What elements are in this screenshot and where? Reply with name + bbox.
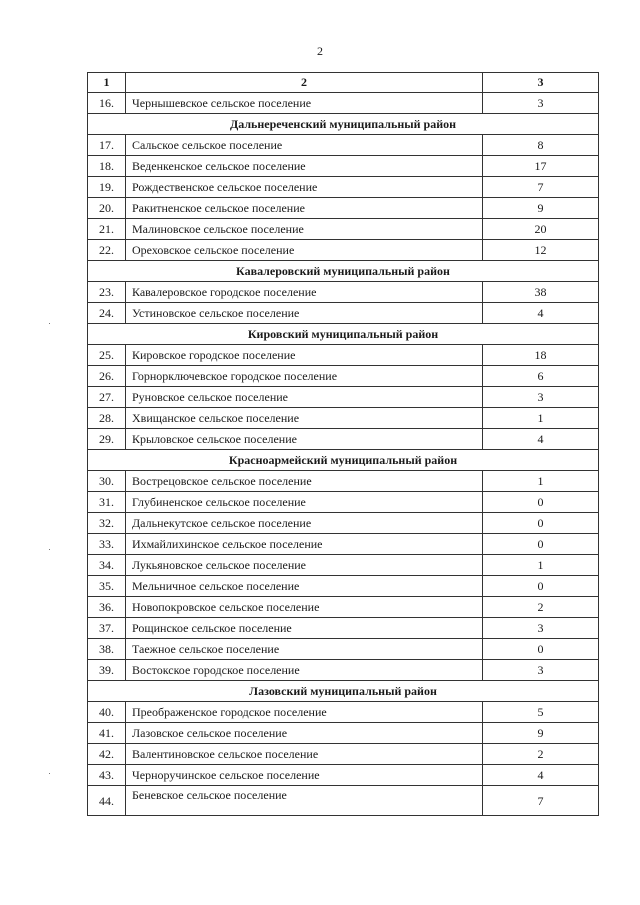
table-row (88, 786, 599, 816)
margin-mark (49, 549, 50, 550)
table-row (88, 492, 599, 513)
row-value: 3 (483, 93, 599, 114)
row-number: 34. (88, 555, 126, 576)
settlement-name: Ракитненское сельское поселение (126, 198, 483, 219)
settlement-name: Новопокровское сельское поселение (126, 597, 483, 618)
settlement-name: Черноручинское сельское поселение (126, 765, 483, 786)
row-number: 41. (88, 723, 126, 744)
table-body (88, 73, 599, 816)
row-number: 22. (88, 240, 126, 261)
row-number: 19. (88, 177, 126, 198)
row-number: 29. (88, 429, 126, 450)
row-number: 21. (88, 219, 126, 240)
settlement-name: Таежное сельское поселение (126, 639, 483, 660)
row-number: 27. (88, 387, 126, 408)
table-row (88, 660, 599, 681)
row-value: 4 (483, 303, 599, 324)
district-title: Лазовский муниципальный район (88, 681, 599, 702)
table-row (88, 408, 599, 429)
table-row (88, 219, 599, 240)
table-header-row (88, 73, 599, 93)
row-value: 0 (483, 492, 599, 513)
row-number: 28. (88, 408, 126, 429)
settlements-table (87, 72, 599, 816)
margin-mark (49, 323, 50, 324)
row-value: 9 (483, 723, 599, 744)
row-number: 39. (88, 660, 126, 681)
row-value: 0 (483, 534, 599, 555)
row-number: 37. (88, 618, 126, 639)
table-row (88, 429, 599, 450)
table-row (88, 513, 599, 534)
settlement-name: Мельничное сельское поселение (126, 576, 483, 597)
district-row (88, 450, 599, 471)
row-value: 5 (483, 702, 599, 723)
row-value: 0 (483, 576, 599, 597)
settlement-name: Лазовское сельское поселение (126, 723, 483, 744)
row-value: 0 (483, 639, 599, 660)
row-number: 30. (88, 471, 126, 492)
district-title: Кировский муниципальный район (88, 324, 599, 345)
district-row (88, 261, 599, 282)
row-number: 36. (88, 597, 126, 618)
table-row (88, 576, 599, 597)
row-number: 35. (88, 576, 126, 597)
table-row (88, 156, 599, 177)
settlement-name: Устиновское сельское поселение (126, 303, 483, 324)
row-number: 31. (88, 492, 126, 513)
table-row (88, 93, 599, 114)
table-row (88, 555, 599, 576)
column-header-name: 2 (126, 73, 483, 93)
row-value: 1 (483, 408, 599, 429)
column-header-number: 1 (88, 73, 126, 93)
row-value: 38 (483, 282, 599, 303)
row-value: 3 (483, 660, 599, 681)
settlement-name: Ореховское сельское поселение (126, 240, 483, 261)
page-number: 2 (317, 44, 323, 58)
row-number: 20. (88, 198, 126, 219)
row-number: 38. (88, 639, 126, 660)
row-number: 26. (88, 366, 126, 387)
table-row (88, 177, 599, 198)
settlement-name: Валентиновское сельское поселение (126, 744, 483, 765)
row-value: 8 (483, 135, 599, 156)
settlement-name: Сальское сельское поселение (126, 135, 483, 156)
row-number: 33. (88, 534, 126, 555)
row-value: 2 (483, 597, 599, 618)
settlement-name: Малиновское сельское поселение (126, 219, 483, 240)
settlement-name: Дальнекутское сельское поселение (126, 513, 483, 534)
table-row (88, 345, 599, 366)
row-value: 1 (483, 555, 599, 576)
row-number: 23. (88, 282, 126, 303)
settlement-name: Руновское сельское поселение (126, 387, 483, 408)
district-title: Дальнереченский муниципальный район (88, 114, 599, 135)
settlement-name: Крыловское сельское поселение (126, 429, 483, 450)
table-row (88, 135, 599, 156)
settlement-name: Рождественское сельское поселение (126, 177, 483, 198)
row-value: 20 (483, 219, 599, 240)
row-number: 43. (88, 765, 126, 786)
column-header-value: 3 (483, 73, 599, 93)
row-value: 17 (483, 156, 599, 177)
row-value: 18 (483, 345, 599, 366)
district-title: Красноармейский муниципальный район (88, 450, 599, 471)
district-row (88, 114, 599, 135)
table-row (88, 534, 599, 555)
row-value: 7 (483, 177, 599, 198)
table-row (88, 597, 599, 618)
settlement-name: Горнорключевское городское поселение (126, 366, 483, 387)
settlement-name: Преображенское городское поселение (126, 702, 483, 723)
table-row (88, 639, 599, 660)
district-row (88, 324, 599, 345)
settlement-name: Ихмайлихинское сельское поселение (126, 534, 483, 555)
table-row (88, 366, 599, 387)
table-row (88, 282, 599, 303)
settlement-name: Кавалеровское городское поселение (126, 282, 483, 303)
settlement-name: Глубиненское сельское поселение (126, 492, 483, 513)
table-row (88, 303, 599, 324)
row-value: 2 (483, 744, 599, 765)
table-row (88, 723, 599, 744)
settlement-name: Чернышевское сельское поселение (126, 93, 483, 114)
row-value: 7 (483, 786, 599, 816)
table-row (88, 471, 599, 492)
margin-mark (49, 773, 50, 774)
row-value: 12 (483, 240, 599, 261)
settlement-name: Хвищанское сельское поселение (126, 408, 483, 429)
row-number: 42. (88, 744, 126, 765)
settlement-name: Вострецовское сельское поселение (126, 471, 483, 492)
row-value: 4 (483, 429, 599, 450)
table-row (88, 702, 599, 723)
row-number: 44. (88, 786, 126, 816)
settlement-name: Беневское сельское поселение (126, 786, 483, 816)
table-row (88, 744, 599, 765)
table-row (88, 198, 599, 219)
row-number: 25. (88, 345, 126, 366)
row-value: 9 (483, 198, 599, 219)
table-row (88, 240, 599, 261)
settlement-name: Рощинское сельское поселение (126, 618, 483, 639)
row-number: 18. (88, 156, 126, 177)
settlement-name: Лукьяновское сельское поселение (126, 555, 483, 576)
row-number: 17. (88, 135, 126, 156)
settlement-name: Кировское городское поселение (126, 345, 483, 366)
table-row (88, 387, 599, 408)
district-row (88, 681, 599, 702)
row-number: 16. (88, 93, 126, 114)
district-title: Кавалеровский муниципальный район (88, 261, 599, 282)
row-value: 4 (483, 765, 599, 786)
row-number: 40. (88, 702, 126, 723)
row-value: 0 (483, 513, 599, 534)
settlement-name: Востокское городское поселение (126, 660, 483, 681)
row-value: 6 (483, 366, 599, 387)
table-row (88, 618, 599, 639)
row-value: 3 (483, 387, 599, 408)
row-number: 24. (88, 303, 126, 324)
row-value: 1 (483, 471, 599, 492)
row-value: 3 (483, 618, 599, 639)
row-number: 32. (88, 513, 126, 534)
table-row (88, 765, 599, 786)
settlement-name: Веденкенское сельское поселение (126, 156, 483, 177)
